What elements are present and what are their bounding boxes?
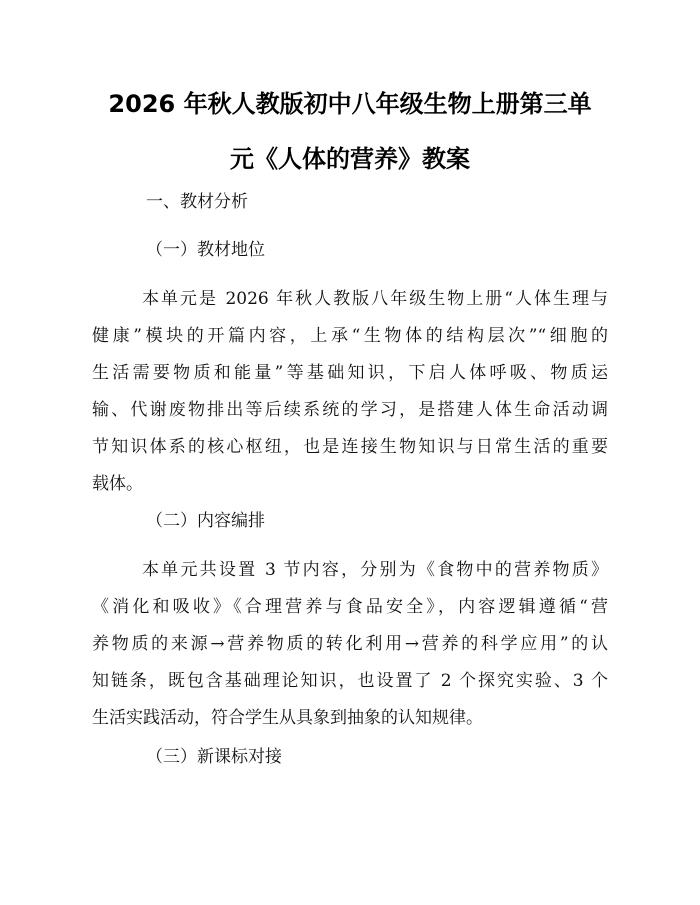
document-title-line-1: 2026 年秋人教版初中八年级生物上册第三单 <box>108 90 592 118</box>
paragraph-line: 知链条，既包含基础理论知识，也设置了 2 个探究实验、3 个 <box>92 671 608 691</box>
section-heading-textbook-analysis: 一、教材分析 <box>146 192 248 212</box>
paragraph-line: 载体。 <box>92 474 143 494</box>
paragraph-line: 本单元是 2026 年秋人教版八年级生物上册“人体生理与 <box>142 289 608 309</box>
paragraph-line: 养物质的来源→营养物质的转化利用→营养的科学应用”的认 <box>92 634 608 654</box>
paragraph-textbook-position <box>92 281 608 503</box>
paragraph-line: 输、代谢废物排出等后续系统的学习，是搭建人体生命活动调 <box>92 400 608 420</box>
subsection-heading-textbook-position: （一）教材地位 <box>146 240 265 260</box>
paragraph-line: 《消化和吸收》《合理营养与食品安全》，内容逻辑遵循“营 <box>92 597 608 617</box>
subsection-heading-content-arrangement: （二）内容编排 <box>146 511 265 531</box>
paragraph-line: 生活实践活动，符合学生从具象到抽象的认知规律。 <box>92 708 483 728</box>
paragraph-line: 节知识体系的核心枢纽，也是连接生物知识与日常生活的重要 <box>92 437 608 457</box>
document-title-line-2: 元《人体的营养》教案 <box>230 145 470 173</box>
paragraph-content-arrangement <box>92 552 608 737</box>
paragraph-line: 健康”模块的开篇内容，上承“生物体的结构层次”“细胞的 <box>92 326 608 346</box>
paragraph-line: 本单元共设置 3 节内容，分别为《食物中的营养物质》 <box>142 560 608 580</box>
subsection-heading-new-curriculum: （三）新课标对接 <box>146 747 282 767</box>
paragraph-line: 生活需要物质和能量”等基础知识，下启人体呼吸、物质运 <box>92 363 608 383</box>
